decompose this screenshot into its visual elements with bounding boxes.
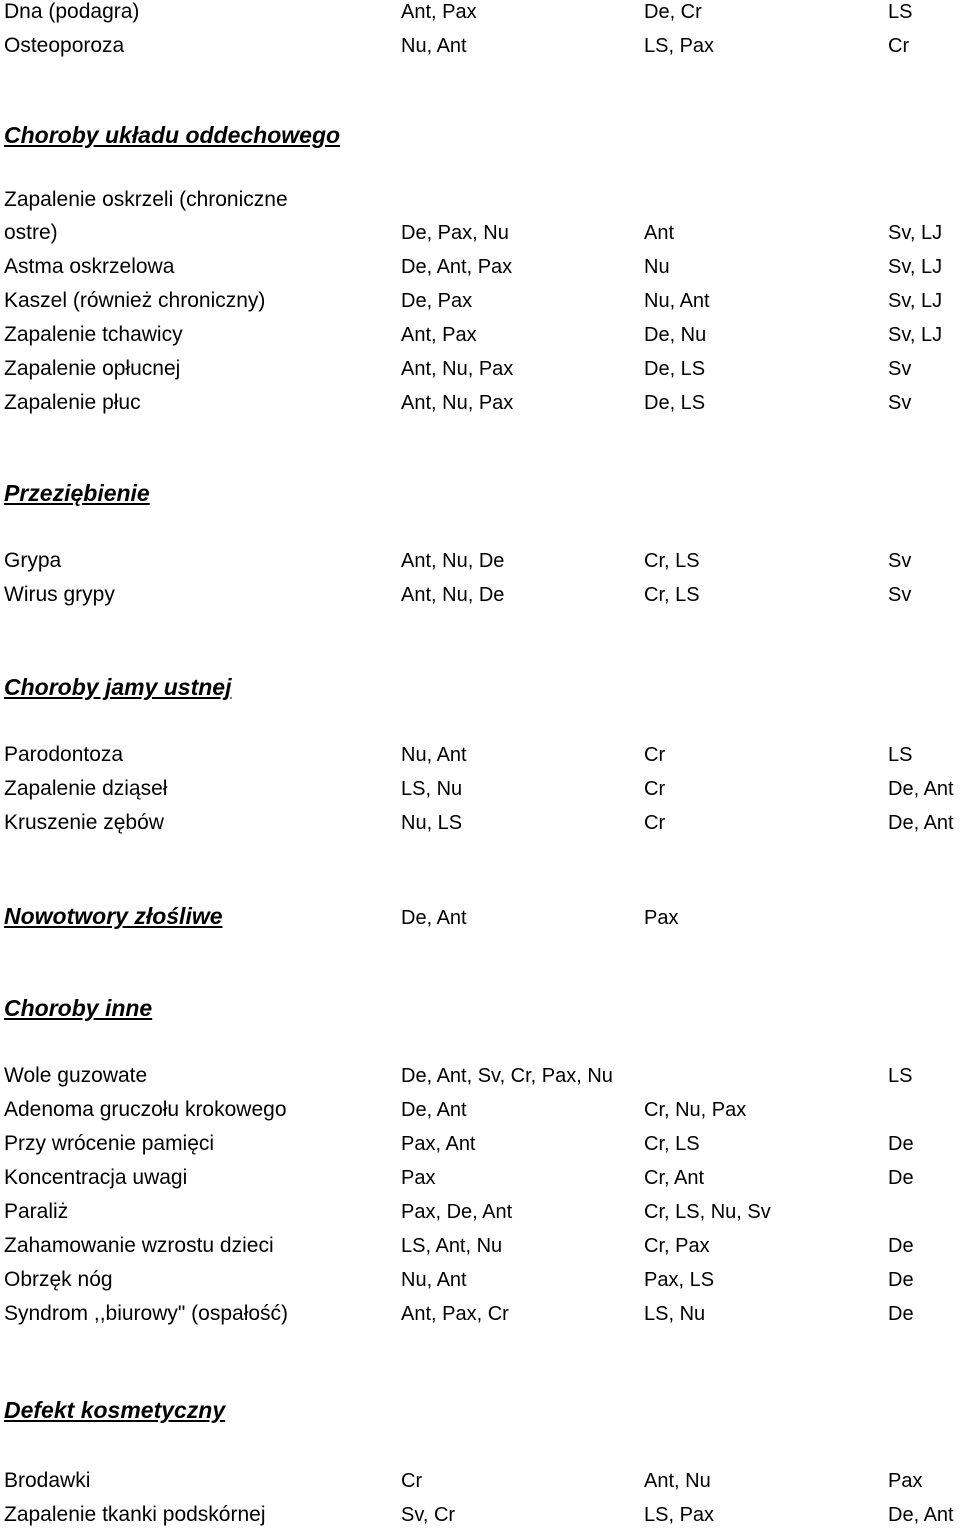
- column-c-value: LS: [888, 744, 913, 766]
- section-heading: Przeziębienie: [4, 480, 150, 506]
- column-b-value: De, Cr: [644, 1, 702, 23]
- column-a-value: Pax, Ant: [401, 1133, 476, 1155]
- column-a-value: Sv, Cr: [401, 1504, 456, 1526]
- table-row: [0, 221, 960, 255]
- column-b-value: Cr, LS: [644, 584, 700, 606]
- section-heading: Choroby jamy ustnej: [4, 674, 232, 700]
- table-row: [0, 391, 960, 425]
- table-row: [0, 1098, 960, 1132]
- column-a-value: LS, Ant, Nu: [401, 1235, 503, 1257]
- column-c-value: Sv: [888, 392, 912, 414]
- table-row: [0, 34, 960, 68]
- column-a-value: Cr: [401, 1470, 423, 1492]
- column-a-value: Nu, Ant: [401, 35, 467, 57]
- column-b-value: Cr: [644, 812, 666, 834]
- disease-name: Wole guzowate: [4, 1064, 148, 1087]
- column-c-value: LS: [888, 1065, 913, 1087]
- disease-name: Syndrom ,,biurowy" (ospałość): [4, 1302, 289, 1325]
- column-b-value: De, LS: [644, 358, 706, 380]
- table-row: [0, 1302, 960, 1336]
- table-row: [0, 0, 960, 34]
- column-a-value: De, Ant: [401, 907, 467, 929]
- disease-name: Zapalenie tchawicy: [4, 323, 183, 346]
- column-b-value: LS, Pax: [644, 35, 715, 57]
- column-b-value: Nu: [644, 256, 670, 278]
- column-b-value: Cr, LS: [644, 1133, 700, 1155]
- column-a-value: Ant, Pax: [401, 1, 477, 23]
- column-a-value: Ant, Nu, Pax: [401, 392, 514, 414]
- section-heading: Choroby układu oddechowego: [4, 122, 341, 148]
- column-a-value: De, Pax: [401, 290, 473, 312]
- column-a-value: De, Ant: [401, 1099, 467, 1121]
- disease-name: Kruszenie zębów: [4, 811, 164, 834]
- column-a-value: De, Ant, Pax: [401, 256, 513, 278]
- disease-name: Zapalenie płuc: [4, 391, 141, 414]
- column-b-value: Pax, LS: [644, 1269, 715, 1291]
- column-c-value: De, Ant: [888, 1504, 954, 1526]
- column-b-value: LS, Pax: [644, 1504, 715, 1526]
- column-b-value: Nu, Ant: [644, 290, 710, 312]
- column-a-value: LS, Nu: [401, 778, 463, 800]
- column-b-value: De, LS: [644, 392, 706, 414]
- table-row: [0, 1503, 960, 1537]
- table-row: [0, 1469, 960, 1503]
- disease-name: Zahamowanie wzrostu dzieci: [4, 1234, 274, 1257]
- table-row: [0, 1064, 960, 1098]
- column-b-value: Cr, LS: [644, 550, 700, 572]
- table-row: [0, 743, 960, 777]
- column-a-value: Ant, Pax, Cr: [401, 1303, 509, 1325]
- column-c-value: LS: [888, 1, 913, 23]
- disease-name: Przy wrócenie pamięci: [4, 1132, 215, 1155]
- column-c-value: De: [888, 1235, 914, 1257]
- column-a-value: Nu, LS: [401, 812, 463, 834]
- table-row: [0, 188, 960, 222]
- section-heading: Nowotwory złośliwe: [4, 903, 223, 929]
- column-b-value: Ant, Nu: [644, 1470, 711, 1492]
- column-c-value: De, Ant: [888, 778, 954, 800]
- column-c-value: Sv: [888, 584, 912, 606]
- column-a-value: Ant, Nu, De: [401, 550, 505, 572]
- column-b-value: Cr: [644, 744, 666, 766]
- column-c-value: De, Ant: [888, 812, 954, 834]
- column-b-value: Pax: [644, 907, 679, 929]
- column-a-value: Nu, Ant: [401, 1269, 467, 1291]
- column-c-value: Sv: [888, 550, 912, 572]
- disease-name: Parodontoza: [4, 743, 124, 766]
- column-a-value: Ant, Pax: [401, 324, 477, 346]
- disease-name: Zapalenie dziąseł: [4, 777, 168, 800]
- disease-name: Koncentracja uwagi: [4, 1166, 188, 1189]
- column-a-value: Ant, Nu, Pax: [401, 358, 514, 380]
- column-a-value: Pax, De, Ant: [401, 1201, 513, 1223]
- column-c-value: Sv, LJ: [888, 290, 943, 312]
- table-row: [0, 1132, 960, 1166]
- disease-name: Zapalenie opłucnej: [4, 357, 181, 380]
- column-c-value: Cr: [888, 35, 910, 57]
- table-row: [0, 289, 960, 323]
- table-row: [0, 583, 960, 617]
- column-a-value: De, Pax, Nu: [401, 222, 509, 244]
- table-row: [0, 777, 960, 811]
- column-b-value: LS, Nu: [644, 1303, 706, 1325]
- column-c-value: Sv, LJ: [888, 256, 943, 278]
- column-a-value: Nu, Ant: [401, 744, 467, 766]
- disease-name: Zapalenie oskrzeli (chroniczne: [4, 188, 288, 211]
- column-c-value: De: [888, 1167, 914, 1189]
- column-b-value: Ant: [644, 222, 675, 244]
- table-row: [0, 323, 960, 357]
- disease-name: Dna (podagra): [4, 0, 140, 23]
- column-c-value: De: [888, 1269, 914, 1291]
- disease-name: Adenoma gruczołu krokowego: [4, 1098, 287, 1121]
- table-row: [0, 1234, 960, 1268]
- disease-name: Grypa: [4, 549, 62, 572]
- disease-name: Wirus grypy: [4, 583, 115, 606]
- table-row: [0, 1200, 960, 1234]
- disease-name: Paraliż: [4, 1200, 69, 1223]
- section-heading: Defekt kosmetyczny: [4, 1397, 226, 1423]
- column-b-value: Cr: [644, 778, 666, 800]
- column-b-value: De, Nu: [644, 324, 707, 346]
- disease-name: ostre): [4, 221, 58, 244]
- column-a-value: De, Ant, Sv, Cr, Pax, Nu: [401, 1065, 613, 1087]
- table-row: [0, 549, 960, 583]
- column-c-value: Pax: [888, 1470, 923, 1492]
- table-row: [0, 357, 960, 391]
- disease-name: Obrzęk nóg: [4, 1268, 113, 1291]
- table-row: [0, 811, 960, 845]
- column-c-value: De: [888, 1133, 914, 1155]
- table-row: [0, 255, 960, 289]
- disease-name: Brodawki: [4, 1469, 91, 1492]
- column-a-value: Ant, Nu, De: [401, 584, 505, 606]
- column-c-value: Sv, LJ: [888, 222, 943, 244]
- column-b-value: Cr, Nu, Pax: [644, 1099, 747, 1121]
- column-c-value: Sv, LJ: [888, 324, 943, 346]
- column-c-value: Sv: [888, 358, 912, 380]
- column-b-value: Cr, Ant: [644, 1167, 705, 1189]
- section-heading: Choroby inne: [4, 995, 153, 1021]
- disease-name: Astma oskrzelowa: [4, 255, 175, 278]
- table-row: [0, 1166, 960, 1200]
- disease-name: Kaszel (również chroniczny): [4, 289, 266, 312]
- table-row: [0, 1268, 960, 1302]
- disease-name: Osteoporoza: [4, 34, 125, 57]
- disease-name: Zapalenie tkanki podskórnej: [4, 1503, 266, 1526]
- column-a-value: Pax: [401, 1167, 436, 1189]
- column-b-value: Cr, Pax: [644, 1235, 710, 1257]
- column-b-value: Cr, LS, Nu, Sv: [644, 1201, 771, 1223]
- column-c-value: De: [888, 1303, 914, 1325]
